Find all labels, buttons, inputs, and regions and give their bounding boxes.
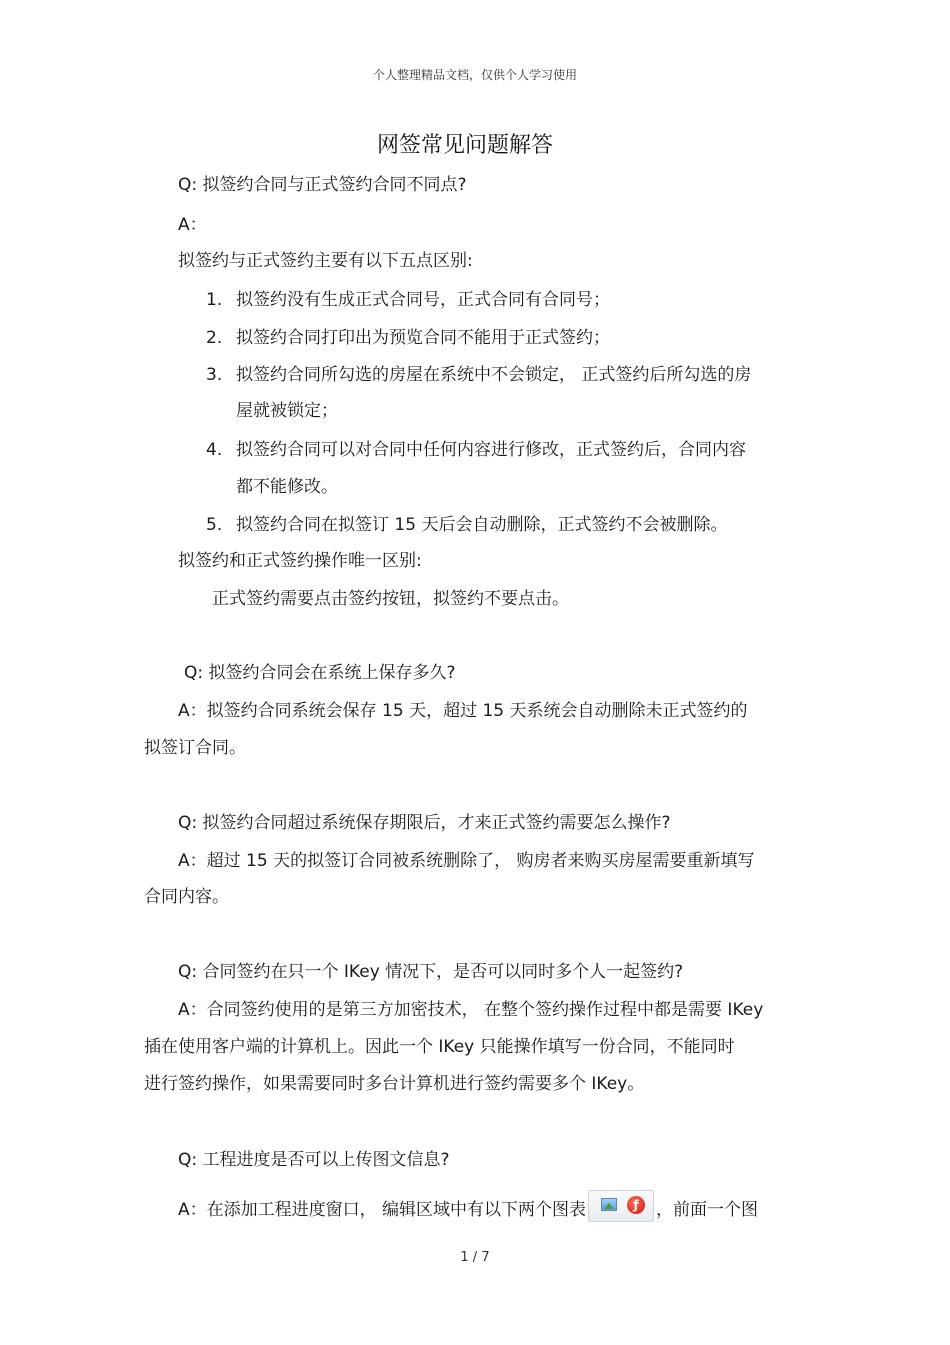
question-2: Q: 拟签约合同会在系统上保存多久? [184, 663, 456, 683]
list-item: 拟签约合同可以对合同中任何内容进行修改，正式签约后，合同内容 [236, 440, 746, 460]
answer-label-1: A： [178, 215, 207, 235]
header-note: 个人整理精品文档，仅供个人学习使用 [372, 68, 577, 82]
list-item: 拟签约没有生成正式合同号，正式合同有合同号； [236, 290, 610, 310]
image-icon [601, 1198, 617, 1211]
list-item-continuation: 屋就被锁定； [236, 401, 338, 421]
question-5: Q: 工程进度是否可以上传图文信息? [178, 1150, 450, 1170]
list-item-number: 4. [206, 440, 223, 460]
list-item-continuation: 都不能修改。 [236, 477, 338, 497]
page-number: 1 / 7 [460, 1250, 490, 1265]
answer-intro-1: 拟签约与正式签约主要有以下五点区别: [178, 251, 473, 271]
question-4: Q: 合同签约在只一个 IKey 情况下，是否可以同时多个人一起签约? [178, 962, 684, 982]
list-item: 拟签约合同打印出为预览合同不能用于正式签约； [236, 328, 610, 348]
list-item-number: 5. [206, 515, 223, 535]
question-3: Q: 拟签约合同超过系统保存期限后，才来正式签约需要怎么操作? [178, 813, 671, 833]
answer-2-line-2: 拟签订合同。 [144, 738, 246, 758]
list-item: 拟签约合同所勾选的房屋在系统中不会锁定， 正式签约后所勾选的房 [236, 365, 752, 385]
answer-4-line-1: A：合同签约使用的是第三方加密技术， 在整个签约操作过程中都是需要 IKey [178, 1000, 764, 1020]
list-item-number: 3. [206, 365, 223, 385]
answer-3-line-2: 合同内容。 [144, 887, 229, 907]
answer-5-line-1 [178, 1194, 758, 1226]
answer-2-line-1: A：拟签约合同系统会保存 15 天，超过 15 天系统会自动删除未正式签约的 [178, 701, 748, 721]
answer-5-text-after: ，前面一个图 [656, 1200, 759, 1220]
list-item-number: 1. [206, 290, 223, 310]
answer-4-line-2: 插在使用客户端的计算机上。因此一个 IKey 只能操作填写一份合同，不能同时 [144, 1037, 735, 1057]
difference-heading: 拟签约和正式签约操作唯一区别: [178, 551, 422, 571]
question-1: Q: 拟签约合同与正式签约合同不同点? [178, 175, 467, 195]
difference-text: 正式签约需要点击签约按钮，拟签约不要点击。 [212, 589, 569, 609]
page-title: 网签常见问题解答 [376, 133, 553, 158]
flash-icon: ƒ [627, 1196, 645, 1214]
editor-icons-toolbar [588, 1190, 654, 1222]
answer-3-line-1: A：超过 15 天的拟签订合同被系统删除了， 购房者来购买房屋需要重新填写 [178, 851, 755, 871]
answer-4-line-3: 进行签约操作，如果需要同时多台计算机进行签约需要多个 IKey。 [144, 1074, 645, 1094]
list-item-number: 2. [206, 328, 223, 348]
answer-5-text-before: A：在添加工程进度窗口， 编辑区域中有以下两个图表 [178, 1200, 587, 1220]
list-item: 拟签约合同在拟签订 15 天后会自动删除，正式签约不会被删除。 [236, 515, 728, 535]
